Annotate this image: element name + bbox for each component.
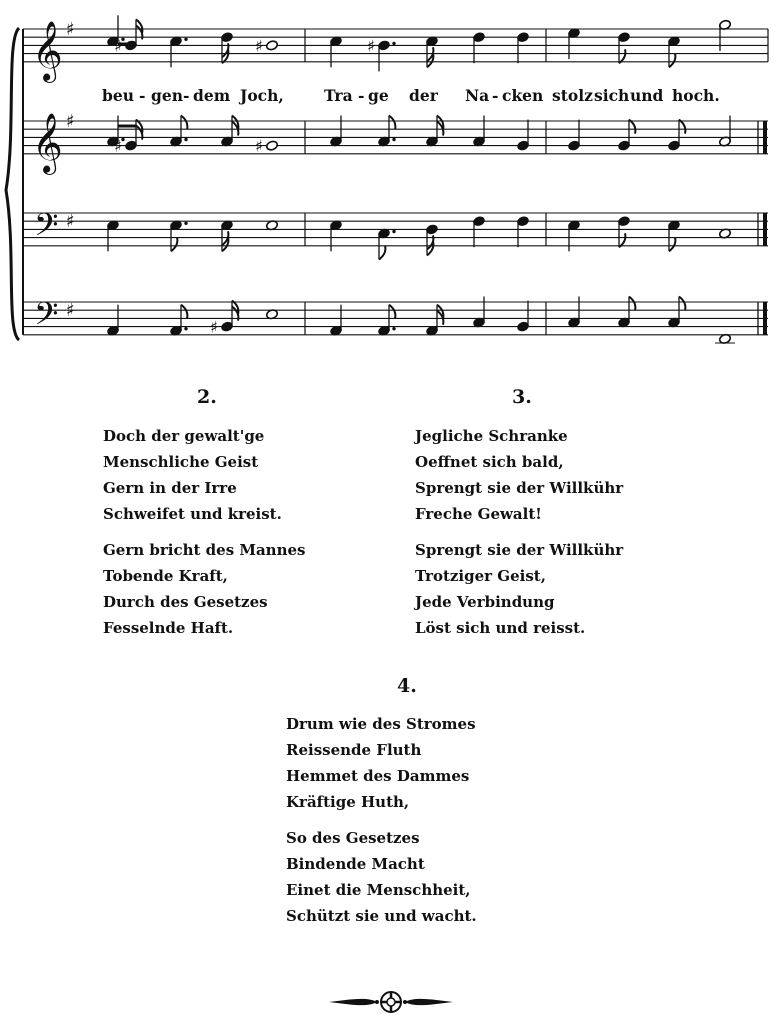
- lyric-syllable: stolz: [552, 86, 593, 105]
- verse-line: Tobende Kraft,: [103, 567, 228, 585]
- lyric-hyphen: -: [139, 86, 146, 105]
- verse-4-text: [286, 711, 477, 929]
- lyric-syllable: sich: [594, 86, 630, 105]
- verse-line: Schützt sie und wacht.: [286, 907, 477, 925]
- treble-clef-icon: 𝄞: [32, 112, 63, 173]
- note-dot: [184, 222, 187, 225]
- note-dot: [184, 38, 187, 41]
- note-dot: [184, 327, 187, 330]
- sharp-icon: ♯: [114, 136, 122, 156]
- lyric-syllable: cken: [502, 86, 544, 105]
- verse-line: Löst sich und reisst.: [415, 619, 586, 637]
- note-dot: [392, 230, 395, 233]
- verse-line: Gern in der Irre: [103, 479, 237, 497]
- music-score: [0, 0, 781, 360]
- note-flag: [679, 297, 685, 311]
- note-flag: [389, 305, 395, 319]
- verse-line: Doch der gewalt'ge: [103, 427, 265, 445]
- verse-line: Oeffnet sich bald,: [415, 453, 564, 471]
- verse-4-number: 4.: [397, 675, 417, 697]
- verse-line: Kräftige Huth,: [286, 793, 410, 811]
- lyric-syllable: ge: [368, 86, 389, 105]
- sharp-icon: ♯: [66, 111, 75, 132]
- verse-2-number: 2.: [197, 386, 217, 408]
- verse-line: Sprengt sie der Willkühr: [415, 541, 624, 559]
- verse-line: Trotziger Geist,: [415, 567, 546, 585]
- lyric-syllable: hoch.: [672, 86, 720, 105]
- verse-line: Reissende Fluth: [286, 741, 422, 759]
- sharp-icon: ♯: [255, 136, 263, 156]
- note-flag: [669, 53, 675, 67]
- lyric-syllable: Joch,: [240, 86, 284, 105]
- note-flag: [181, 116, 187, 130]
- lyric-syllable: Na: [465, 86, 490, 105]
- verse-3-text: [415, 423, 623, 641]
- lyrics-line: [0, 86, 781, 108]
- note-dot: [121, 38, 124, 41]
- verse-line: Durch des Gesetzes: [103, 593, 268, 611]
- treble-clef-icon: 𝄞: [32, 20, 63, 81]
- note-head: [266, 140, 279, 151]
- sharp-icon: ♯: [66, 300, 75, 322]
- sharp-icon: ♯: [114, 36, 122, 56]
- note-dot: [392, 327, 395, 330]
- lyric-syllable: der: [409, 86, 438, 105]
- note-head: [266, 40, 279, 51]
- note-flag: [171, 237, 177, 251]
- verse-line: Sprengt sie der Willkühr: [415, 479, 624, 497]
- verse-line: Drum wie des Stromes: [286, 715, 476, 733]
- lyric-syllable: gen: [151, 86, 183, 105]
- verse-line: Freche Gewalt!: [415, 505, 542, 523]
- lyric-syllable: beu: [102, 86, 134, 105]
- bass-clef-icon: 𝄢: [34, 295, 59, 340]
- lyric-hyphen: -: [183, 86, 190, 105]
- verse-line: Jede Verbindung: [415, 593, 555, 611]
- verse-line: Bindende Macht: [286, 855, 425, 873]
- lyric-syllable: und: [630, 86, 664, 105]
- note-flag: [181, 305, 187, 319]
- sharp-icon: ♯: [66, 19, 75, 40]
- note-dot: [392, 138, 395, 141]
- verse-line: Hemmet des Dammes: [286, 767, 470, 785]
- verse-line: Fesselnde Haft.: [103, 619, 234, 637]
- note-dot: [121, 138, 124, 141]
- verse-line: Einet die Menschheit,: [286, 881, 471, 899]
- note-dot: [392, 42, 395, 45]
- lyric-syllable: dem: [193, 86, 231, 105]
- lyric-hyphen: -: [358, 86, 365, 105]
- sharp-icon: ♯: [66, 211, 75, 233]
- note-flag: [679, 120, 685, 134]
- lyric-hyphen: -: [492, 86, 499, 105]
- verse-2-text: [103, 423, 306, 641]
- note-flag: [389, 116, 395, 130]
- verse-line: So des Gesetzes: [286, 829, 420, 847]
- note-dot: [184, 138, 187, 141]
- verse-line: Jegliche Schranke: [415, 427, 568, 445]
- note-flag: [629, 120, 635, 134]
- note-flag: [379, 246, 385, 260]
- bass-clef-icon: 𝄢: [34, 206, 59, 251]
- verse-line: Schweifet und kreist.: [103, 505, 282, 523]
- note-flag: [629, 297, 635, 311]
- brace: [6, 28, 19, 340]
- verse-line: Menschliche Geist: [103, 453, 259, 471]
- decorative-flourish-icon: [327, 988, 455, 1016]
- lyric-syllable: Tra: [324, 86, 353, 105]
- sharp-icon: ♯: [255, 36, 263, 56]
- note-flag: [619, 233, 625, 247]
- verse-3-number: 3.: [512, 386, 532, 408]
- note-flag: [619, 49, 625, 63]
- verse-line: Gern bricht des Mannes: [103, 541, 306, 559]
- sharp-icon: ♯: [210, 317, 218, 337]
- note-flag: [669, 237, 675, 251]
- sharp-icon: ♯: [367, 36, 375, 56]
